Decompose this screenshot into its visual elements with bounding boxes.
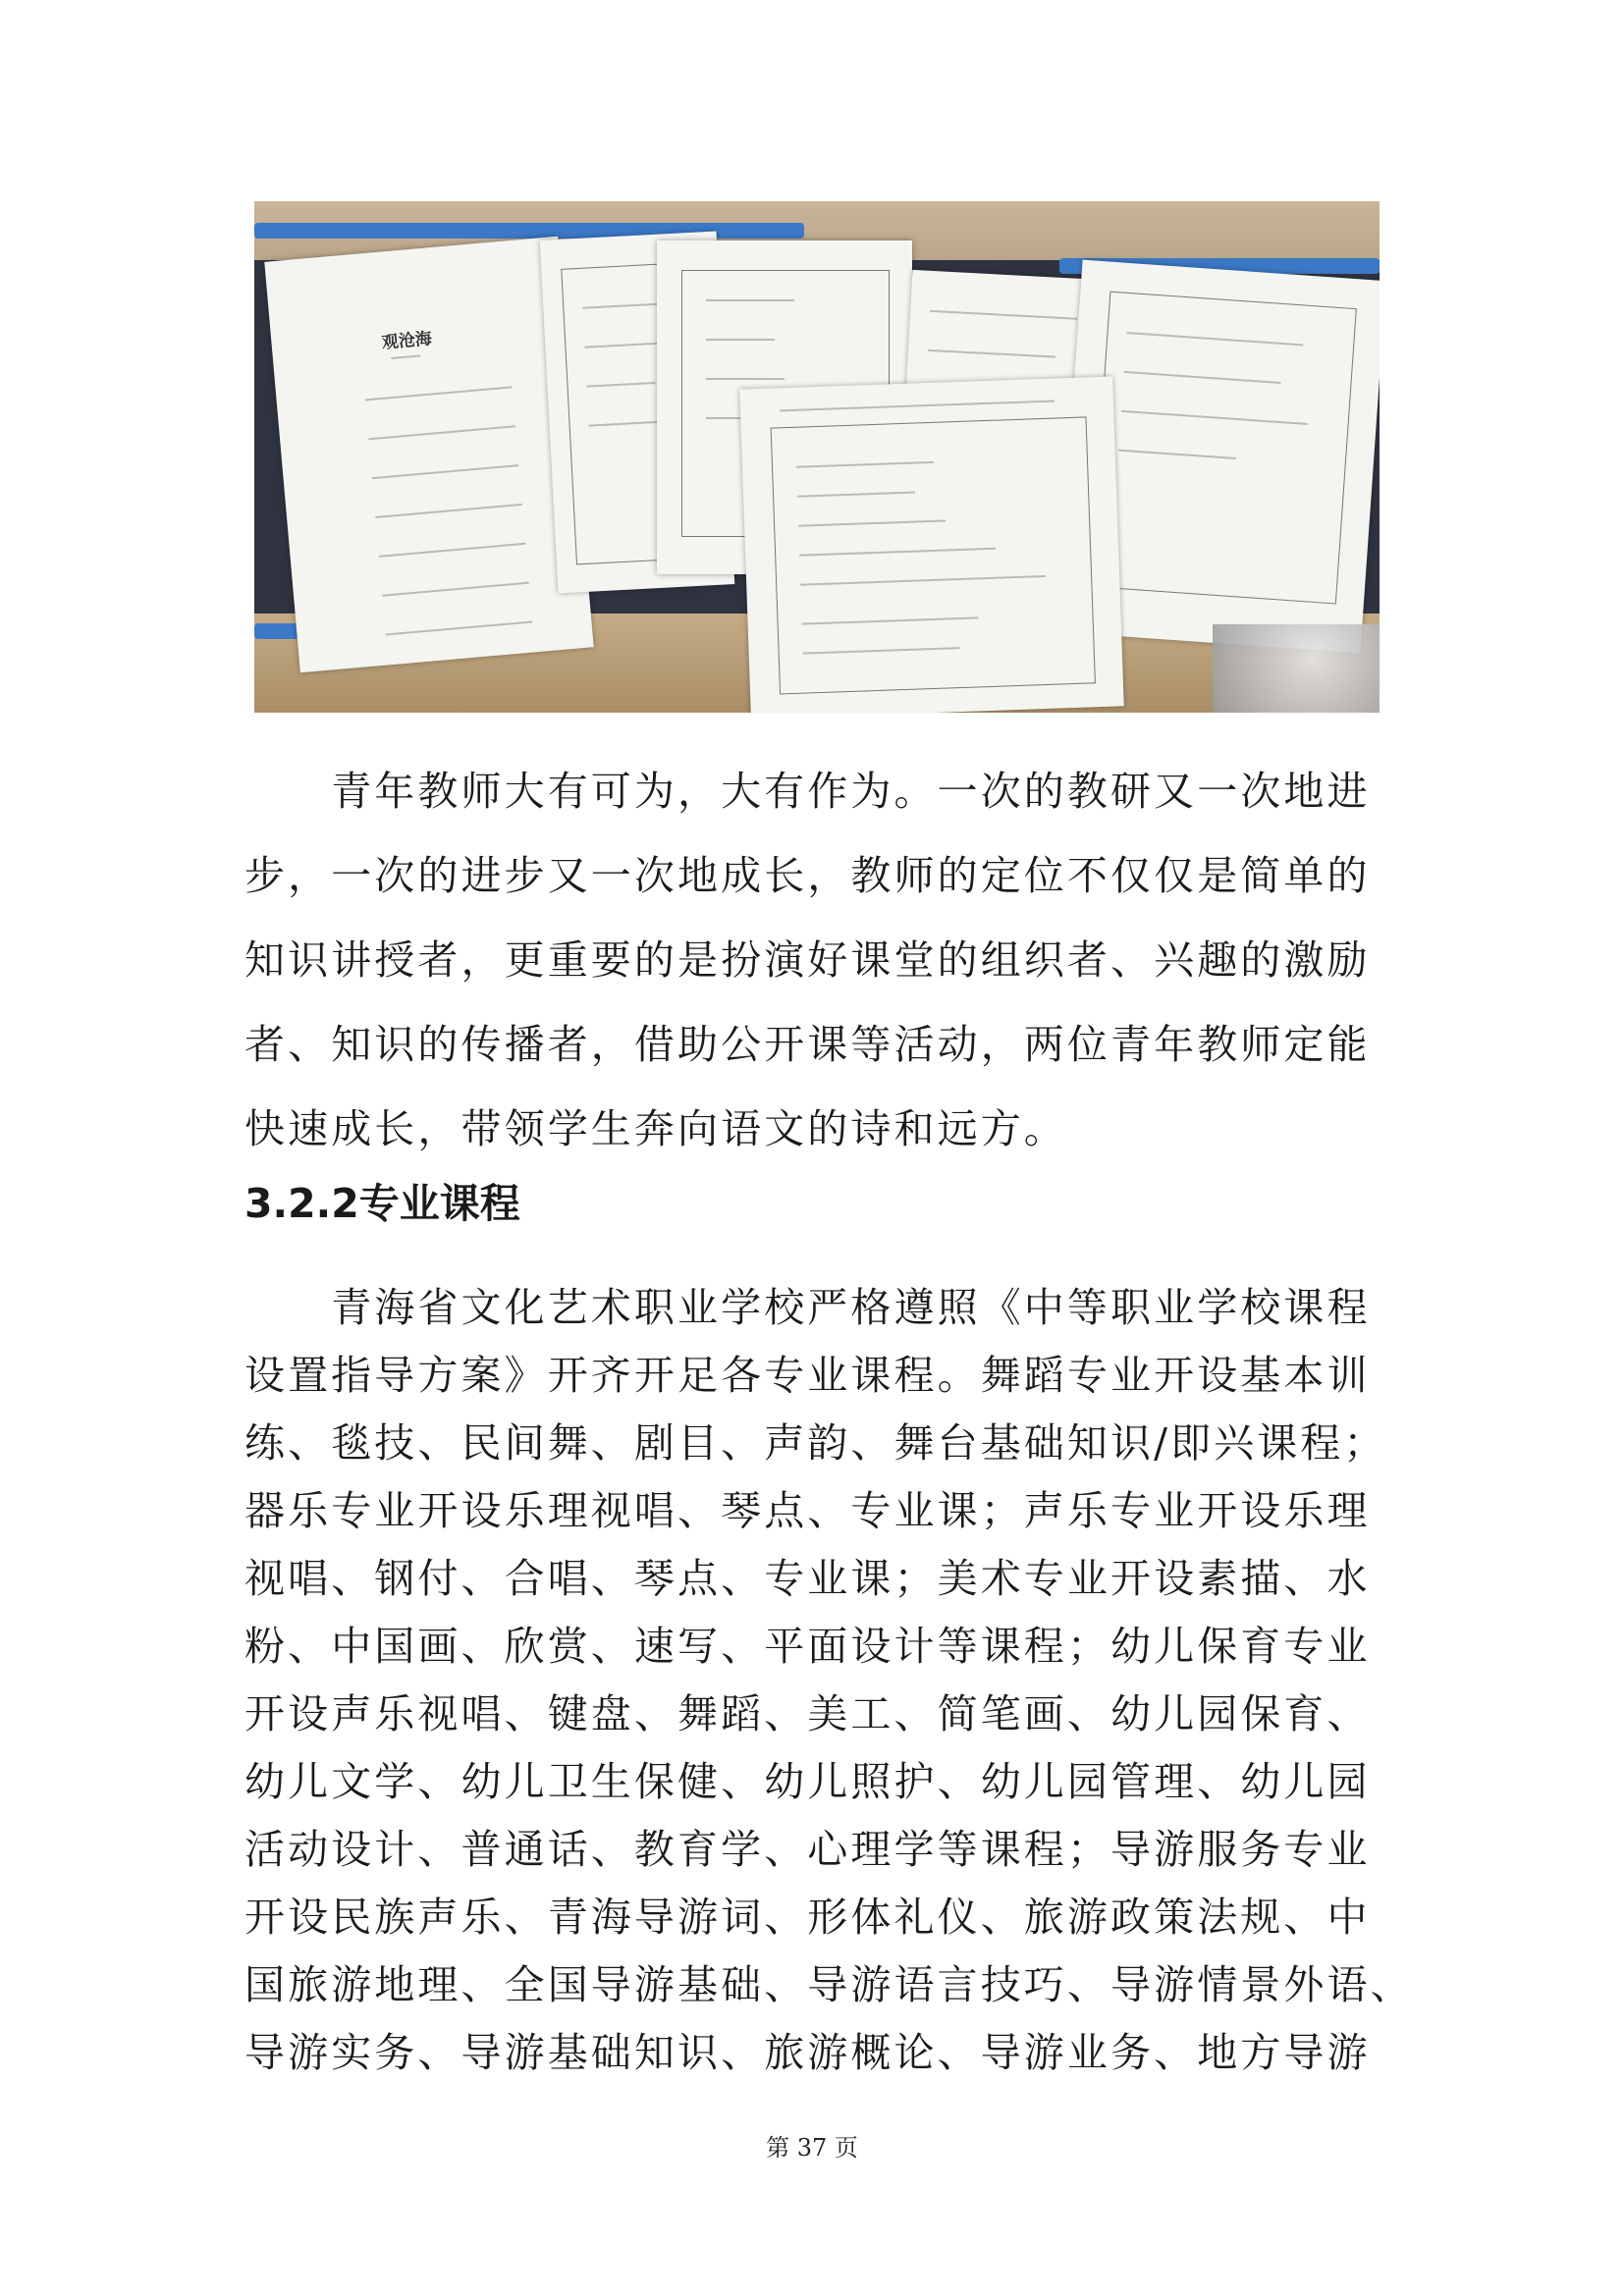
paragraph-line: 视唱、钢付、合唱、琴点、专业课；美术专业开设素描、水 <box>244 1555 1371 1602</box>
section-heading: 3.2.2专业课程 <box>244 1180 520 1227</box>
paragraph-line: 快速成长，带领学生奔向语文的诗和远方。 <box>244 1105 1067 1152</box>
page-number: 第 37 页 <box>766 2134 858 2162</box>
lesson-plans-photo <box>254 201 1380 713</box>
paragraph-courses <box>244 1274 1414 2087</box>
paragraph-line: 活动设计、普通话、教育学、心理学等课程；导游服务专业 <box>244 1826 1371 1873</box>
paragraph-line: 幼儿文学、幼儿卫生保健、幼儿照护、幼儿园管理、幼儿园 <box>244 1758 1371 1805</box>
paragraph-line: 器乐专业开设乐理视唱、琴点、专业课；声乐专业开设乐理 <box>244 1487 1371 1534</box>
paragraph-line: 知识讲授者，更重要的是扮演好课堂的组织者、兴趣的激励 <box>244 936 1371 984</box>
paragraph-line: 设置指导方案》开齐开足各专业课程。舞蹈专业开设基本训 <box>244 1352 1371 1399</box>
cloth <box>1213 624 1380 713</box>
paragraph-line: 国旅游地理、全国导游基础、导游语言技巧、导游情景外语、 <box>244 1961 1414 2008</box>
desk-edge-left <box>254 223 804 239</box>
paragraph-line: 开设声乐视唱、键盘、舞蹈、美工、简笔画、幼儿园保育、 <box>244 1690 1371 1737</box>
poem-title: 观沧海 <box>381 329 433 353</box>
paragraph-line: 步，一次的进步又一次地成长，教师的定位不仅仅是简单的 <box>244 852 1371 899</box>
paragraph-young-teachers <box>244 749 1393 1171</box>
paragraph-line: 青海省文化艺术职业学校严格遵照《中等职业学校课程 <box>244 1284 1371 1331</box>
lesson-plan-paper-front <box>739 376 1123 713</box>
paragraph-line: 粉、中国画、欣赏、速写、平面设计等课程；幼儿保育专业 <box>244 1623 1371 1670</box>
paragraph-line: 者、知识的传播者，借助公开课等活动，两位青年教师定能 <box>244 1021 1371 1068</box>
paragraph-line: 青年教师大有可为，大有作为。一次的教研又一次地进 <box>244 768 1371 815</box>
paragraph-line: 开设民族声乐、青海导游词、形体礼仪、旅游政策法规、中 <box>244 1894 1371 1941</box>
paragraph-line: 练、毯技、民间舞、剧目、声韵、舞台基础知识/即兴课程； <box>244 1419 1387 1467</box>
paragraph-line: 导游实务、导游基础知识、旅游概论、导游业务、地方导游 <box>244 2029 1371 2076</box>
